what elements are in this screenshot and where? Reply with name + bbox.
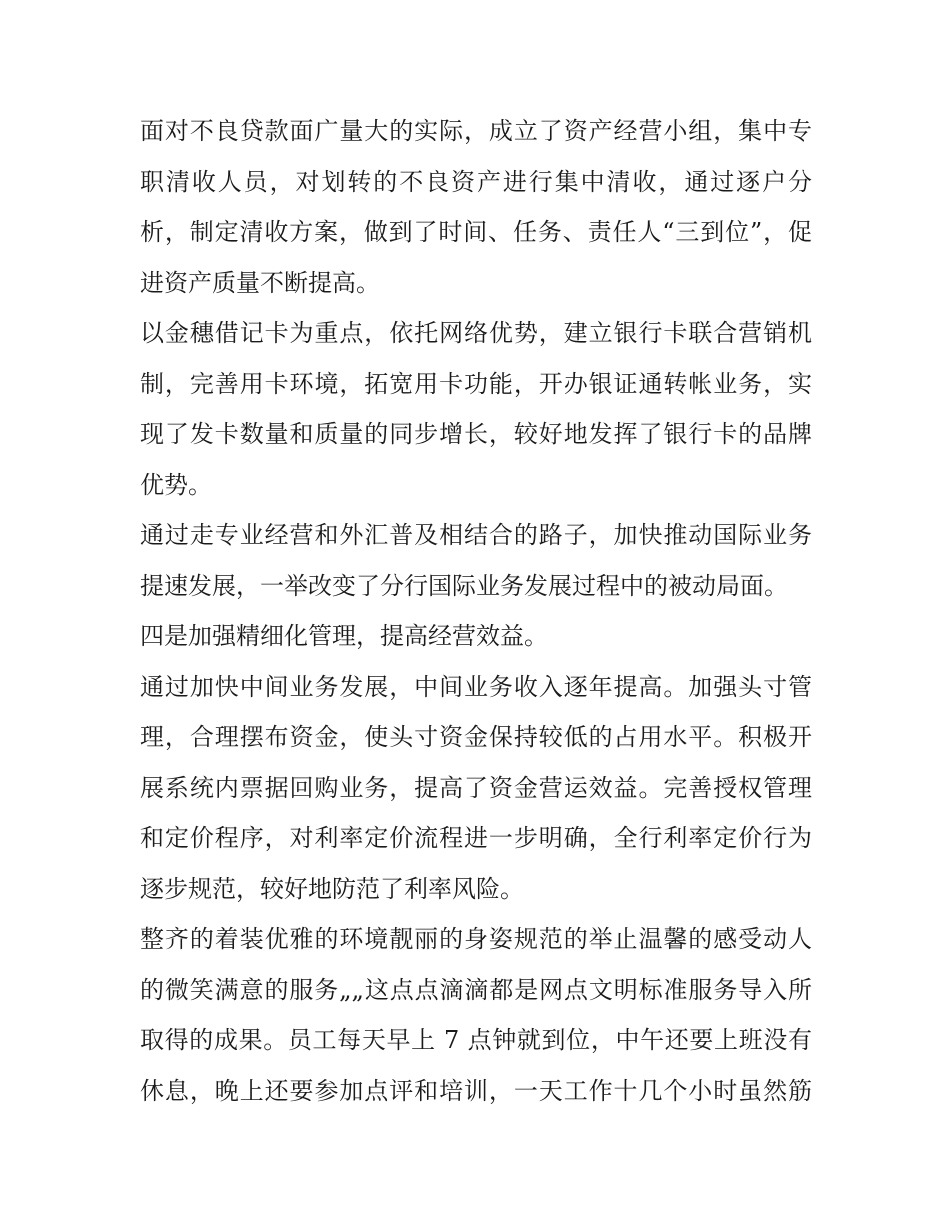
text-line: 以金穗借记卡为重点，依托网络优势，建立银行卡联合营销机 — [140, 319, 812, 347]
text-line: 优势。 — [140, 470, 212, 499]
text-line: 的微笑满意的服务„„这点点滴滴都是网点文明标准服务导入所 — [140, 975, 812, 1004]
text-line: 提速发展，一举改变了分行国际业务发展过程中的被动局面。 — [140, 571, 788, 600]
text-line: 制，完善用卡环境，拓宽用卡功能，开办银证通转帐业务，实 — [140, 369, 812, 398]
text-line: 逐步规范，较好地防范了利率风险。 — [140, 874, 524, 903]
text-line: 休息，晚上还要参加点评和培训，一天工作十几个小时虽然筋 — [140, 1076, 812, 1105]
text-line: 现了发卡数量和质量的同步增长，较好地发挥了银行卡的品牌 — [140, 420, 812, 448]
text-line: 取得的成果。员工每天早上 7 点钟就到位，中午还要上班没有 — [140, 1026, 812, 1054]
text-line: 职清收人员，对划转的不良资产进行集中清收，通过逐户分 — [140, 167, 812, 196]
paragraph-civilized-service — [140, 914, 812, 1116]
paragraph-intermediate-business — [140, 662, 812, 915]
text-line: 四是加强精细化管理，提高经营效益。 — [140, 622, 548, 650]
text-line: 整齐的着装优雅的环境靓丽的身姿规范的举止温馨的感受动人 — [140, 925, 812, 953]
text-line: 展系统内票据回购业务，提高了资金营运效益。完善授权管理 — [140, 773, 812, 802]
text-line: 通过加快中间业务发展，中间业务收入逐年提高。加强头寸管 — [140, 672, 812, 701]
text-line: 析，制定清收方案，做到了时间、任务、责任人“三到位”，促 — [140, 218, 812, 246]
paragraph-bank-card — [140, 308, 812, 510]
text-line: 理，合理摆布资金，使头寸资金保持较低的占用水平。积极开 — [140, 723, 812, 751]
paragraph-asset-management — [140, 106, 812, 308]
text-line: 和定价程序，对利率定价流程进一步明确，全行利率定价行为 — [140, 824, 812, 852]
text-line: 进资产质量不断提高。 — [140, 268, 380, 297]
document-body — [140, 106, 812, 1116]
paragraph-heading-refined-management — [140, 611, 812, 662]
text-line: 面对不良贷款面广量大的实际，成立了资产经营小组，集中专 — [140, 117, 812, 145]
paragraph-international-business — [140, 510, 812, 611]
text-line: 通过走专业经营和外汇普及相结合的路子，加快推动国际业务 — [140, 521, 812, 549]
